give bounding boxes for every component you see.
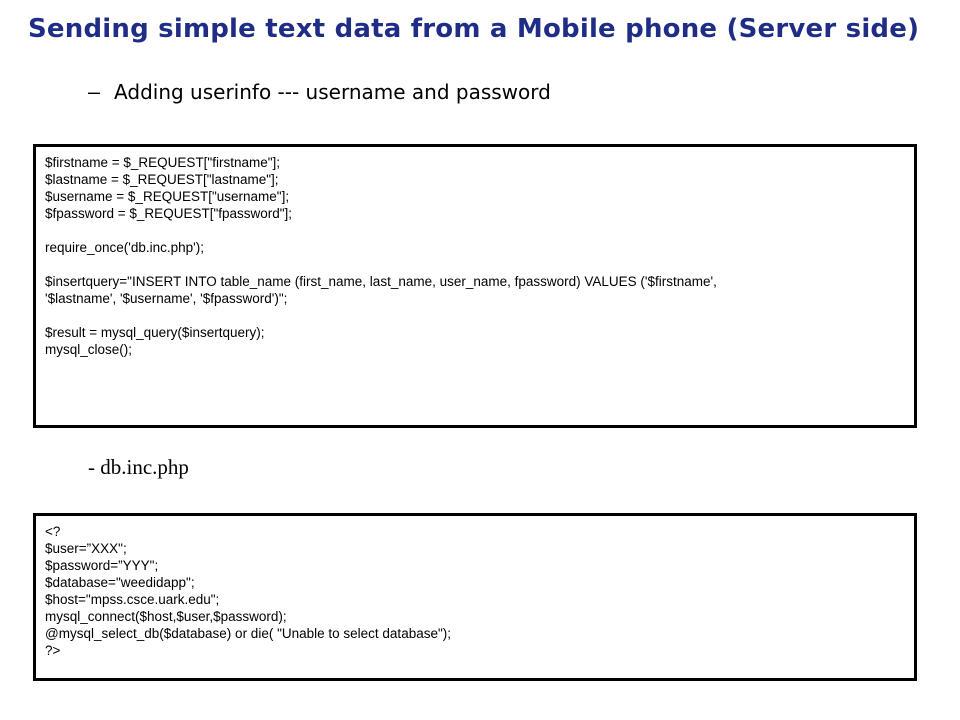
bullet-db-inc-php: - db.inc.php (88, 455, 189, 479)
code-line: $username = $_REQUEST["username"]; (45, 189, 290, 204)
bullet-adding-userinfo (88, 80, 551, 104)
code-line: $insertquery="INSERT INTO table_name (first_name, last_name, user_name, fpassword) VALUES ('$firstname', (45, 274, 717, 289)
code-line: $password=”YYY"; (45, 558, 159, 573)
code-line: $result = mysql_query($insertquery); (45, 325, 265, 340)
code-line: $fpassword = $_REQUEST["fpassword"]; (45, 206, 293, 221)
php-insert-code-box (33, 144, 917, 428)
slide-title: Sending simple text data from a Mobile phone (Server side) (28, 14, 920, 44)
code-line: mysql_connect($host,$user,$password); (45, 609, 287, 624)
code-line: '$lastname', '$username', '$fpassword')"; (45, 291, 288, 306)
code-line: $firstname = $_REQUEST["firstname"]; (45, 155, 281, 170)
code-line: $lastname = $_REQUEST["lastname"]; (45, 172, 279, 187)
code-line: <? (45, 524, 61, 539)
db-inc-php-code-box (33, 513, 917, 681)
code-line: $database="weedidapp"; (45, 575, 195, 590)
code-line: $user=”XXX"; (45, 541, 127, 556)
bullet-text: Adding userinfo --- username and password (114, 80, 551, 104)
code-line: ?> (45, 643, 61, 658)
code-line: @mysql_select_db($database) or die( "Unable to select database"); (45, 626, 452, 641)
code-line: $host="mpss.csce.uark.edu"; (45, 592, 220, 607)
bullet-dash: – (88, 80, 101, 104)
code-line: mysql_close(); (45, 342, 133, 357)
code-line: require_once('db.inc.php'); (45, 240, 205, 255)
